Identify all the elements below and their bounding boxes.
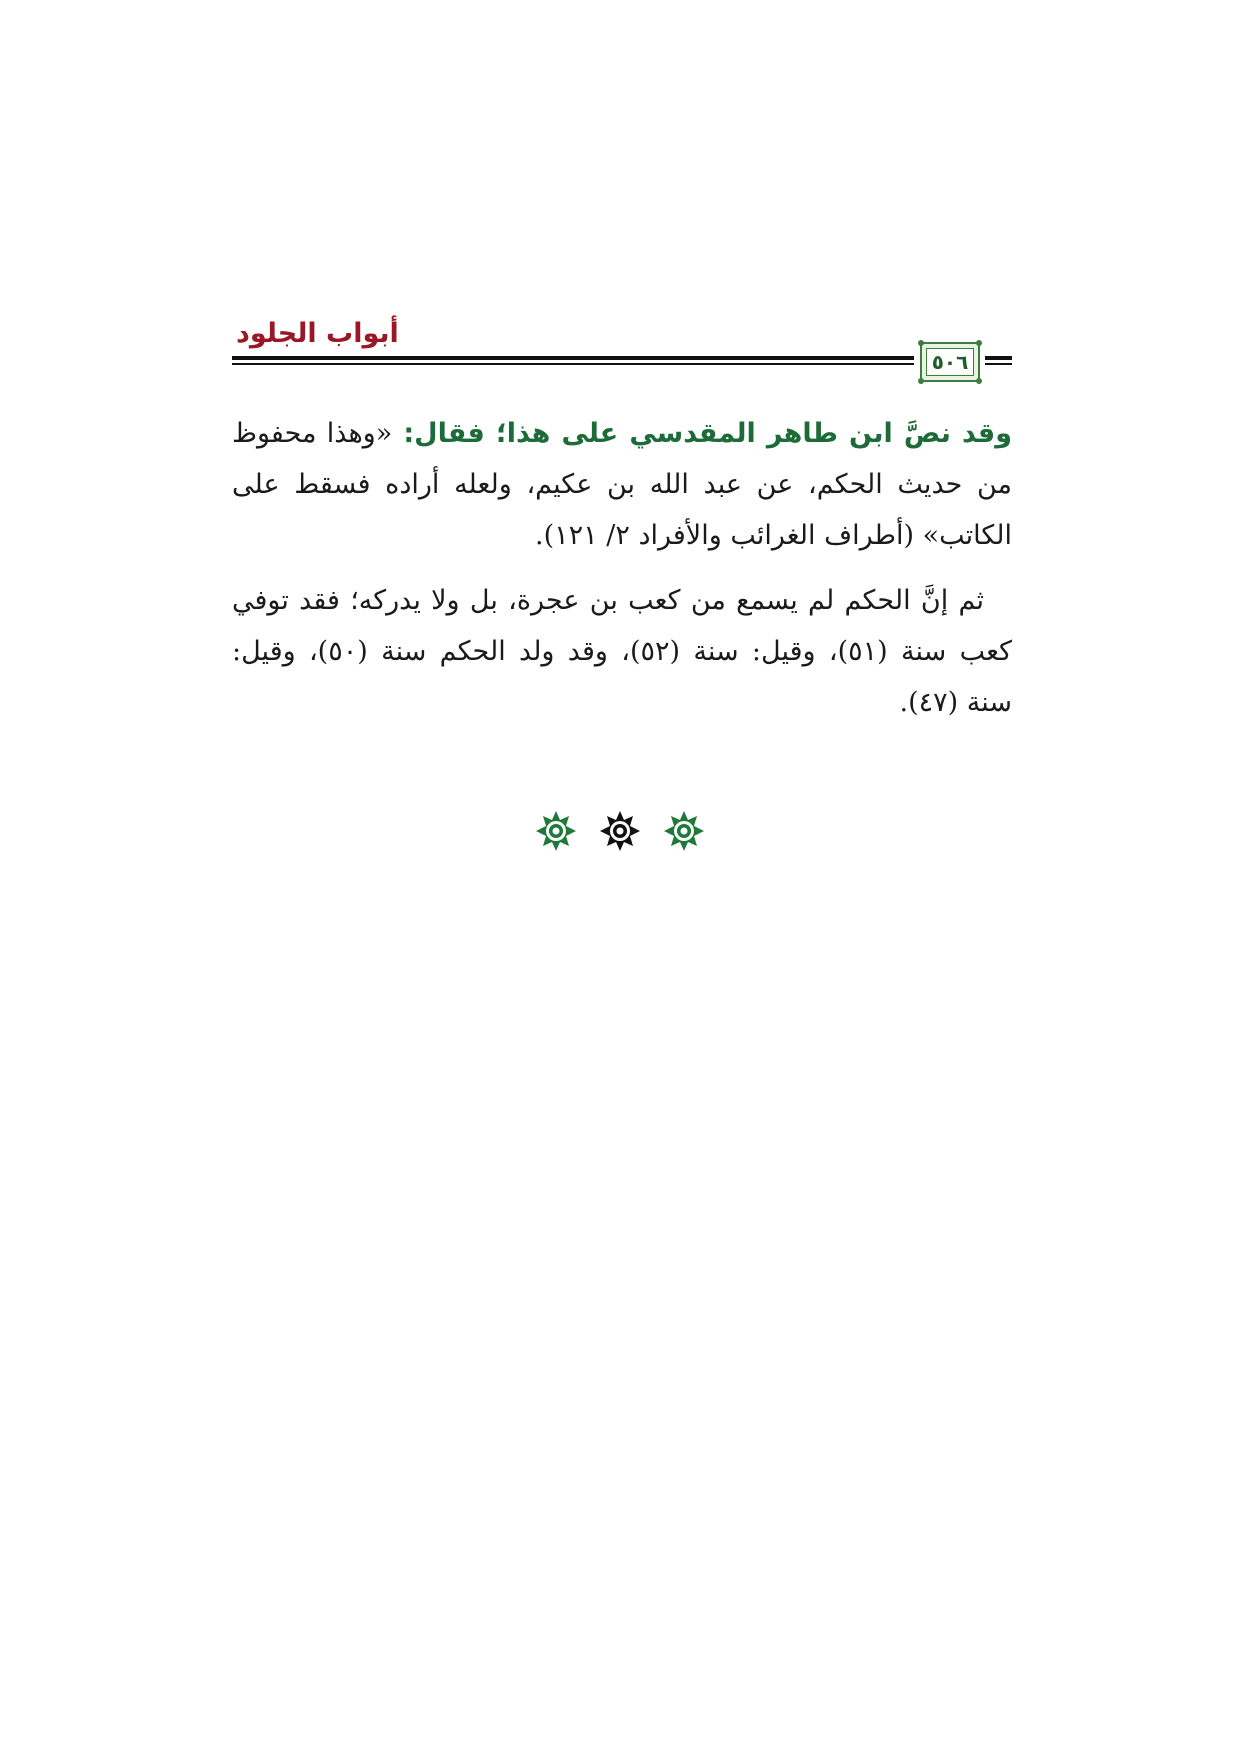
frame-corner-icon — [918, 378, 924, 384]
header-rule — [232, 363, 914, 365]
chapter-title: أبواب الجلود — [236, 318, 399, 349]
page-number: ٥٠٦ — [931, 350, 969, 374]
page-number-box — [926, 348, 974, 376]
frame-corner-icon — [918, 340, 924, 346]
frame-corner-icon — [976, 340, 982, 346]
running-header — [232, 318, 1012, 388]
emphasized-lead: وقد نصَّ ابن طاهر المقدسي على هذا؛ فقال — [414, 418, 1013, 449]
flower-ornament-green-icon — [663, 810, 705, 852]
flower-ornament-black-icon — [599, 810, 641, 852]
quoted-text: «وهذا محفوظ من حديث الحكم، عن عبد الله بن عكيم، ولعله أراده فسقط على الكاتب» (أطراف الغرائب والأفراد ٢/ ١٢١). — [232, 418, 1012, 551]
page-number-frame — [920, 342, 980, 382]
frame-corner-icon — [976, 378, 982, 384]
paragraph-2: ثم إنَّ الحكم لم يسمع من كعب بن عجرة، بل ولا يدركه؛ فقد توفي كعب سنة (٥١)، وقيل: سنة (٥٢)، وقد ولد الحكم سنة (٥٠)، وقيل: سنة (٤٧). — [232, 585, 1012, 718]
body-text — [232, 408, 1012, 728]
header-rule — [232, 356, 914, 360]
header-rule — [985, 356, 1012, 360]
header-rule — [985, 363, 1012, 365]
lead-colon: : — [392, 418, 415, 449]
section-end-ornaments — [0, 810, 1240, 854]
paragraph-1 — [232, 408, 1012, 561]
flower-ornament-green-icon — [535, 810, 577, 852]
